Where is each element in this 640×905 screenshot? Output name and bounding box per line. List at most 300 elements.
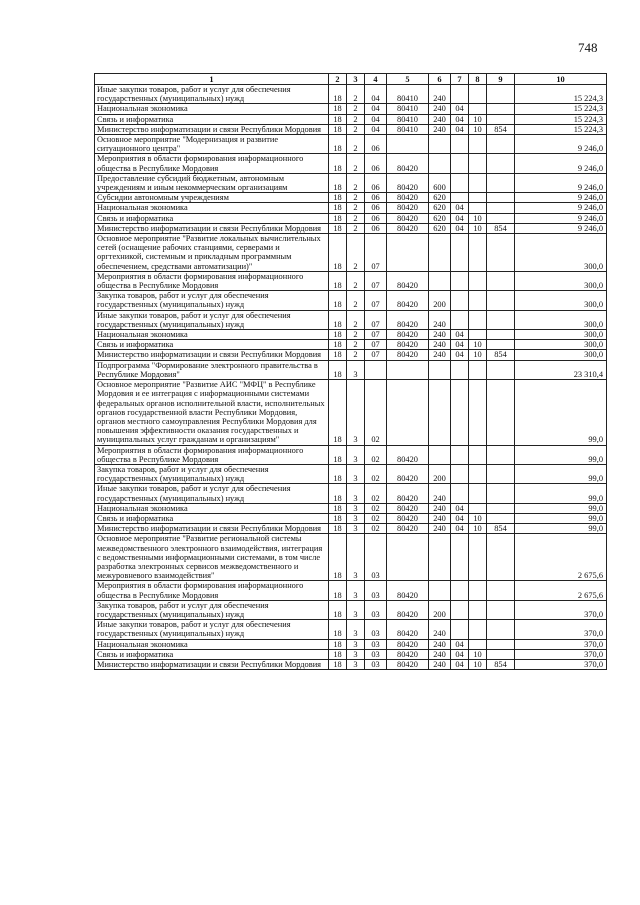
cell-num: 03: [365, 581, 387, 600]
cell-num: 06: [365, 223, 387, 233]
table-row: [95, 330, 607, 340]
cell-subsect: [469, 173, 487, 192]
cell-sub: 3: [347, 639, 365, 649]
cell-num: 07: [365, 330, 387, 340]
table-row: [95, 503, 607, 513]
cell-gr: 18: [329, 649, 347, 659]
cell-sub: 2: [347, 223, 365, 233]
cell-num: 04: [365, 85, 387, 104]
table-row: [95, 340, 607, 350]
cell-amount: 99,0: [515, 484, 607, 503]
cell-num: 02: [365, 445, 387, 464]
cell-num: 07: [365, 340, 387, 350]
cell-description: Национальная экономика: [95, 203, 329, 213]
cell-amount: 99,0: [515, 380, 607, 445]
cell-num: 06: [365, 213, 387, 223]
cell-sect: 04: [451, 340, 469, 350]
table-row: [95, 85, 607, 104]
cell-target: 80420: [387, 524, 429, 534]
cell-description: Основное мероприятие "Развитие локальных вычислительных сетей (оснащение рабочих станциями, серверами и оргтехникой, системным и прикладным программным обеспечением, средствами автоматизации)": [95, 234, 329, 272]
cell-target: [387, 135, 429, 154]
cell-exp: [429, 234, 451, 272]
cell-ministry: [487, 581, 515, 600]
cell-subsect: 10: [469, 124, 487, 134]
cell-exp: 240: [429, 85, 451, 104]
table-row: [95, 350, 607, 360]
cell-subsect: [469, 620, 487, 639]
cell-target: 80410: [387, 114, 429, 124]
cell-sub: 2: [347, 350, 365, 360]
cell-description: Связь и информатика: [95, 513, 329, 523]
cell-num: 06: [365, 193, 387, 203]
cell-gr: 18: [329, 659, 347, 669]
cell-ministry: [487, 360, 515, 379]
cell-ministry: 854: [487, 223, 515, 233]
cell-sect: [451, 445, 469, 464]
header-cell-gr: 2: [329, 74, 347, 85]
cell-subsect: 10: [469, 659, 487, 669]
cell-gr: 18: [329, 173, 347, 192]
cell-num: 03: [365, 649, 387, 659]
table-row: [95, 484, 607, 503]
table-row: [95, 271, 607, 290]
cell-sect: [451, 135, 469, 154]
cell-target: 80420: [387, 649, 429, 659]
cell-target: 80420: [387, 193, 429, 203]
table-row: [95, 124, 607, 134]
cell-sub: 2: [347, 310, 365, 329]
table-row: [95, 213, 607, 223]
cell-sect: 04: [451, 124, 469, 134]
cell-target: 80420: [387, 620, 429, 639]
cell-gr: 18: [329, 340, 347, 350]
cell-ministry: 854: [487, 350, 515, 360]
cell-gr: 18: [329, 271, 347, 290]
cell-sub: 2: [347, 104, 365, 114]
table-row: [95, 380, 607, 445]
header-cell-target: 5: [387, 74, 429, 85]
cell-amount: 15 224,3: [515, 114, 607, 124]
cell-sect: 04: [451, 513, 469, 523]
cell-exp: 240: [429, 310, 451, 329]
header-cell-subsect: 8: [469, 74, 487, 85]
cell-subsect: 10: [469, 340, 487, 350]
cell-target: 80420: [387, 503, 429, 513]
cell-gr: 18: [329, 464, 347, 483]
cell-amount: 9 246,0: [515, 135, 607, 154]
cell-subsect: [469, 581, 487, 600]
cell-description: Министерство информатизации и связи Республики Мордовия: [95, 124, 329, 134]
cell-exp: 240: [429, 124, 451, 134]
cell-gr: 18: [329, 620, 347, 639]
cell-sect: 04: [451, 503, 469, 513]
cell-sect: 04: [451, 104, 469, 114]
table-row: [95, 513, 607, 523]
cell-exp: 240: [429, 114, 451, 124]
cell-ministry: [487, 271, 515, 290]
cell-amount: 2 675,6: [515, 534, 607, 581]
header-cell-amount: 10: [515, 74, 607, 85]
cell-sub: 3: [347, 534, 365, 581]
cell-amount: 99,0: [515, 445, 607, 464]
cell-ministry: [487, 503, 515, 513]
cell-subsect: [469, 310, 487, 329]
cell-num: 03: [365, 534, 387, 581]
cell-sect: [451, 620, 469, 639]
cell-num: 07: [365, 234, 387, 272]
cell-ministry: [487, 484, 515, 503]
cell-sub: 3: [347, 620, 365, 639]
cell-amount: 9 246,0: [515, 203, 607, 213]
cell-amount: 99,0: [515, 513, 607, 523]
cell-sect: 04: [451, 350, 469, 360]
cell-ministry: [487, 135, 515, 154]
cell-ministry: [487, 340, 515, 350]
table-row: [95, 524, 607, 534]
cell-sect: [451, 310, 469, 329]
cell-exp: 240: [429, 330, 451, 340]
cell-exp: [429, 271, 451, 290]
cell-exp: 200: [429, 464, 451, 483]
cell-ministry: [487, 620, 515, 639]
cell-description: Предоставление субсидий бюджетным, автономным учреждениям и иным некоммерческим организациям: [95, 173, 329, 192]
cell-subsect: 10: [469, 223, 487, 233]
cell-exp: [429, 135, 451, 154]
table-row: [95, 114, 607, 124]
cell-description: Связь и информатика: [95, 340, 329, 350]
cell-sub: 3: [347, 380, 365, 445]
cell-gr: 18: [329, 350, 347, 360]
cell-description: Министерство информатизации и связи Республики Мордовия: [95, 223, 329, 233]
table-row: [95, 445, 607, 464]
cell-sect: 04: [451, 223, 469, 233]
cell-sub: 3: [347, 659, 365, 669]
cell-gr: 18: [329, 104, 347, 114]
cell-target: 80420: [387, 464, 429, 483]
cell-subsect: [469, 271, 487, 290]
table-row: [95, 360, 607, 379]
cell-gr: 18: [329, 600, 347, 619]
cell-ministry: [487, 173, 515, 192]
cell-amount: 2 675,6: [515, 581, 607, 600]
cell-target: 80420: [387, 213, 429, 223]
cell-ministry: [487, 234, 515, 272]
cell-target: 80420: [387, 513, 429, 523]
cell-sub: 3: [347, 524, 365, 534]
cell-sub: 2: [347, 330, 365, 340]
cell-target: [387, 380, 429, 445]
cell-sub: 2: [347, 173, 365, 192]
cell-sub: 2: [347, 114, 365, 124]
cell-sub: 3: [347, 503, 365, 513]
cell-amount: 370,0: [515, 600, 607, 619]
cell-ministry: [487, 203, 515, 213]
cell-description: Иные закупки товаров, работ и услуг для обеспечения государственных (муниципальных) нужд: [95, 310, 329, 329]
table-row: [95, 310, 607, 329]
cell-subsect: 10: [469, 513, 487, 523]
cell-num: 04: [365, 124, 387, 134]
cell-sect: [451, 154, 469, 173]
cell-subsect: [469, 291, 487, 310]
cell-subsect: [469, 154, 487, 173]
table-row: [95, 104, 607, 114]
cell-sub: 3: [347, 649, 365, 659]
cell-exp: 240: [429, 620, 451, 639]
cell-target: 80420: [387, 581, 429, 600]
cell-gr: 18: [329, 154, 347, 173]
cell-sect: [451, 581, 469, 600]
cell-gr: 18: [329, 360, 347, 379]
cell-gr: 18: [329, 203, 347, 213]
cell-ministry: [487, 154, 515, 173]
cell-target: 80410: [387, 124, 429, 134]
cell-description: Связь и информатика: [95, 114, 329, 124]
cell-sub: 3: [347, 600, 365, 619]
cell-subsect: [469, 445, 487, 464]
cell-amount: 9 246,0: [515, 213, 607, 223]
cell-exp: 240: [429, 524, 451, 534]
table-row: [95, 639, 607, 649]
cell-exp: 240: [429, 513, 451, 523]
cell-gr: 18: [329, 234, 347, 272]
cell-target: 80420: [387, 445, 429, 464]
cell-ministry: 854: [487, 124, 515, 134]
cell-sub: 2: [347, 85, 365, 104]
cell-target: 80420: [387, 310, 429, 329]
cell-amount: 99,0: [515, 524, 607, 534]
cell-sub: 2: [347, 234, 365, 272]
cell-amount: 99,0: [515, 503, 607, 513]
cell-amount: 15 224,3: [515, 124, 607, 134]
cell-sect: 04: [451, 639, 469, 649]
table-row: [95, 649, 607, 659]
header-cell-sub: 3: [347, 74, 365, 85]
cell-ministry: [487, 193, 515, 203]
cell-num: 07: [365, 271, 387, 290]
cell-target: 80420: [387, 291, 429, 310]
cell-description: Закупка товаров, работ и услуг для обеспечения государственных (муниципальных) нужд: [95, 600, 329, 619]
cell-sect: [451, 193, 469, 203]
cell-subsect: 10: [469, 649, 487, 659]
cell-gr: 18: [329, 223, 347, 233]
cell-exp: 240: [429, 350, 451, 360]
cell-sub: 2: [347, 124, 365, 134]
cell-amount: 370,0: [515, 649, 607, 659]
cell-gr: 18: [329, 193, 347, 203]
cell-sub: 2: [347, 340, 365, 350]
cell-amount: 9 246,0: [515, 193, 607, 203]
cell-ministry: [487, 534, 515, 581]
cell-exp: [429, 154, 451, 173]
cell-amount: 300,0: [515, 271, 607, 290]
cell-subsect: [469, 464, 487, 483]
cell-num: 03: [365, 600, 387, 619]
cell-amount: 300,0: [515, 291, 607, 310]
cell-num: 03: [365, 659, 387, 669]
cell-target: 80420: [387, 600, 429, 619]
cell-exp: 240: [429, 484, 451, 503]
cell-sub: 2: [347, 135, 365, 154]
cell-target: 80420: [387, 484, 429, 503]
cell-gr: 18: [329, 291, 347, 310]
cell-amount: 9 246,0: [515, 223, 607, 233]
cell-sect: [451, 600, 469, 619]
cell-description: Субсидии автономным учреждениям: [95, 193, 329, 203]
cell-sect: 04: [451, 659, 469, 669]
cell-gr: 18: [329, 513, 347, 523]
cell-description: Мероприятия в области формирования информационного общества в Республике Мордовия: [95, 271, 329, 290]
cell-gr: 18: [329, 124, 347, 134]
cell-ministry: [487, 445, 515, 464]
cell-sub: 2: [347, 213, 365, 223]
cell-num: 06: [365, 135, 387, 154]
cell-amount: 300,0: [515, 234, 607, 272]
cell-num: 07: [365, 291, 387, 310]
cell-sect: 04: [451, 203, 469, 213]
cell-target: 80410: [387, 85, 429, 104]
cell-subsect: 10: [469, 350, 487, 360]
cell-gr: 18: [329, 484, 347, 503]
cell-sect: 04: [451, 649, 469, 659]
cell-sub: 2: [347, 203, 365, 213]
cell-sub: 2: [347, 154, 365, 173]
cell-amount: 15 224,3: [515, 85, 607, 104]
table-row: [95, 464, 607, 483]
cell-target: [387, 360, 429, 379]
cell-sect: [451, 464, 469, 483]
cell-subsect: [469, 360, 487, 379]
table-row: [95, 193, 607, 203]
table-header-row: [95, 74, 607, 85]
cell-description: Связь и информатика: [95, 213, 329, 223]
cell-description: Связь и информатика: [95, 649, 329, 659]
cell-ministry: 854: [487, 524, 515, 534]
cell-ministry: [487, 330, 515, 340]
cell-amount: 300,0: [515, 310, 607, 329]
cell-sub: 3: [347, 513, 365, 523]
cell-amount: 300,0: [515, 340, 607, 350]
cell-description: Национальная экономика: [95, 104, 329, 114]
cell-subsect: [469, 330, 487, 340]
cell-gr: 18: [329, 114, 347, 124]
cell-exp: 240: [429, 649, 451, 659]
cell-subsect: 10: [469, 524, 487, 534]
cell-ministry: 854: [487, 659, 515, 669]
cell-amount: 99,0: [515, 464, 607, 483]
cell-sub: 3: [347, 581, 365, 600]
cell-exp: [429, 445, 451, 464]
cell-ministry: [487, 639, 515, 649]
cell-num: 03: [365, 620, 387, 639]
cell-subsect: [469, 639, 487, 649]
cell-subsect: [469, 534, 487, 581]
cell-amount: 23 310,4: [515, 360, 607, 379]
table-row: [95, 534, 607, 581]
cell-exp: 240: [429, 503, 451, 513]
cell-target: 80420: [387, 271, 429, 290]
cell-target: 80420: [387, 659, 429, 669]
cell-target: 80420: [387, 154, 429, 173]
cell-exp: 240: [429, 639, 451, 649]
cell-ministry: [487, 291, 515, 310]
cell-sect: [451, 534, 469, 581]
cell-subsect: 10: [469, 114, 487, 124]
cell-ministry: [487, 464, 515, 483]
cell-target: 80420: [387, 223, 429, 233]
cell-subsect: [469, 484, 487, 503]
cell-subsect: [469, 503, 487, 513]
cell-target: [387, 234, 429, 272]
cell-num: 03: [365, 639, 387, 649]
cell-sect: [451, 85, 469, 104]
header-cell-exp: 6: [429, 74, 451, 85]
cell-description: Иные закупки товаров, работ и услуг для обеспечения государственных (муниципальных) нужд: [95, 484, 329, 503]
cell-num: 02: [365, 380, 387, 445]
cell-exp: 240: [429, 104, 451, 114]
cell-sub: 3: [347, 445, 365, 464]
cell-num: 07: [365, 350, 387, 360]
cell-gr: 18: [329, 581, 347, 600]
cell-description: Иные закупки товаров, работ и услуг для обеспечения государственных (муниципальных) нужд: [95, 85, 329, 104]
cell-exp: 200: [429, 291, 451, 310]
cell-description: Мероприятия в области формирования информационного общества в Республике Мордовия: [95, 445, 329, 464]
cell-exp: 240: [429, 340, 451, 350]
table-row: [95, 659, 607, 669]
cell-num: 06: [365, 154, 387, 173]
cell-description: Закупка товаров, работ и услуг для обеспечения государственных (муниципальных) нужд: [95, 464, 329, 483]
cell-gr: 18: [329, 310, 347, 329]
cell-amount: 370,0: [515, 620, 607, 639]
cell-gr: 18: [329, 380, 347, 445]
cell-exp: 600: [429, 173, 451, 192]
table-row: [95, 135, 607, 154]
cell-description: Национальная экономика: [95, 503, 329, 513]
cell-num: 02: [365, 464, 387, 483]
cell-sect: [451, 360, 469, 379]
header-cell-num: 4: [365, 74, 387, 85]
cell-subsect: [469, 104, 487, 114]
cell-description: Закупка товаров, работ и услуг для обеспечения государственных (муниципальных) нужд: [95, 291, 329, 310]
cell-subsect: [469, 234, 487, 272]
cell-num: 02: [365, 503, 387, 513]
table-row: [95, 154, 607, 173]
cell-gr: 18: [329, 503, 347, 513]
cell-description: Министерство информатизации и связи Республики Мордовия: [95, 659, 329, 669]
cell-target: 80420: [387, 173, 429, 192]
cell-exp: [429, 581, 451, 600]
cell-num: [365, 360, 387, 379]
cell-sect: [451, 380, 469, 445]
cell-target: 80410: [387, 104, 429, 114]
cell-description: Основное мероприятие "Модернизация и развитие ситуационного центра": [95, 135, 329, 154]
header-cell-ministry: 9: [487, 74, 515, 85]
cell-ministry: [487, 513, 515, 523]
cell-num: 06: [365, 173, 387, 192]
cell-num: 02: [365, 524, 387, 534]
table-row: [95, 223, 607, 233]
page-number: 748: [578, 40, 598, 55]
cell-description: Подпрограмма "Формирование электронного правительства в Республике Мордовия": [95, 360, 329, 379]
cell-description: Национальная экономика: [95, 639, 329, 649]
cell-amount: 370,0: [515, 639, 607, 649]
cell-sect: 04: [451, 330, 469, 340]
cell-num: 06: [365, 203, 387, 213]
cell-num: 04: [365, 114, 387, 124]
cell-num: 02: [365, 484, 387, 503]
cell-description: Основное мероприятие "Развитие АИС "МФЦ" в Республике Мордовия и ее интеграция с информационными системами федеральных органов исполнительной власти, исполнительных органов государственной власти Республики Мордовия, органов местного самоуправления Республики Мордовия для повышения эффективности оказания государственных и муниципальных услуг гражданам и организациям": [95, 380, 329, 445]
cell-exp: 620: [429, 213, 451, 223]
cell-target: 80420: [387, 340, 429, 350]
